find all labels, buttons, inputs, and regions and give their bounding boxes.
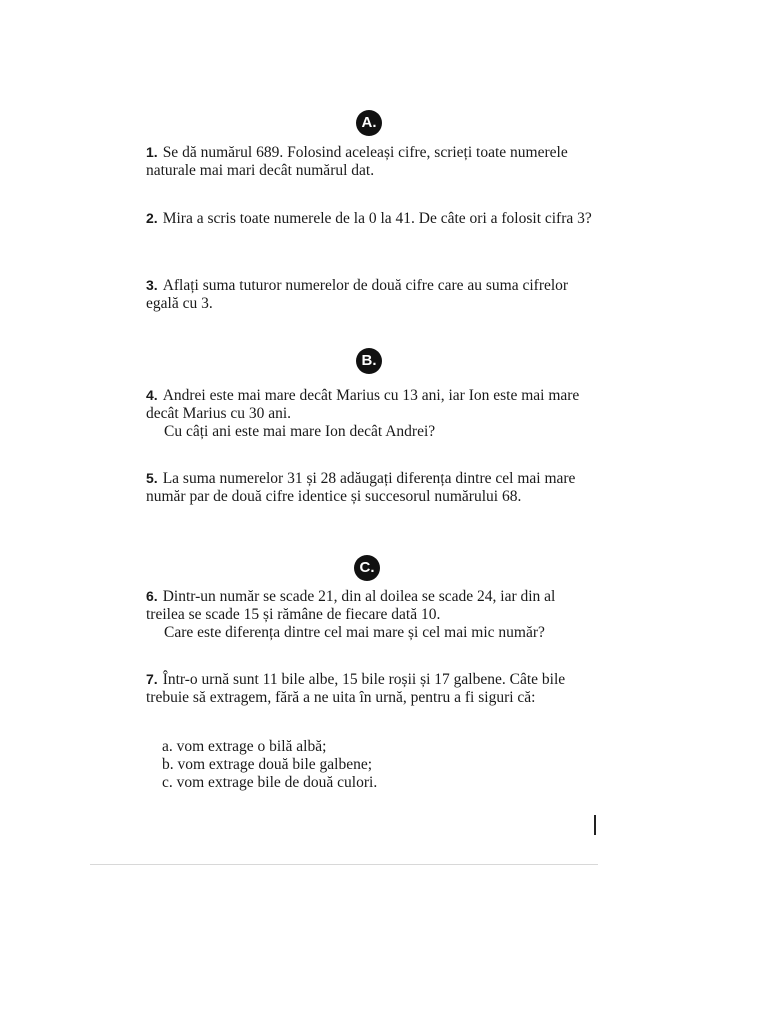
answer-options <box>162 738 582 792</box>
problem-7 <box>146 670 596 707</box>
problem-3 <box>146 276 596 313</box>
problem-1 <box>146 143 596 180</box>
problem-number: 1. <box>146 144 158 160</box>
section-badge-c: C. <box>354 555 380 581</box>
problem-2 <box>146 209 596 228</box>
option-b: b. vom extrage două bile galbene; <box>162 756 373 773</box>
problem-text: Aflați suma tuturor numerelor de două cifre care au suma cifrelor egală cu 3. <box>146 277 569 312</box>
problem-text: Mira a scris toate numerele de la 0 la 41. De câte ori a folosit cifra 3? <box>162 210 592 227</box>
page-bottom-divider <box>90 864 598 865</box>
problem-4 <box>146 386 596 441</box>
problem-text: Se dă numărul 689. Folosind aceleași cifre, scrieți toate numerele naturale mai mari decât numărul dat. <box>146 144 568 179</box>
problem-number: 7. <box>146 671 158 687</box>
problem-5 <box>146 469 596 506</box>
problem-text: La suma numerelor 31 și 28 adăugați diferența dintre cel mai mare număr par de două cifre identice și succesorul numărului 68. <box>146 470 576 505</box>
problem-6 <box>146 587 596 642</box>
option-c: c. vom extrage bile de două culori. <box>162 774 378 791</box>
problem-number: 5. <box>146 470 158 486</box>
problem-number: 2. <box>146 210 158 226</box>
problem-number: 3. <box>146 277 158 293</box>
problem-number: 4. <box>146 387 158 403</box>
option-a: a. vom extrage o bilă albă; <box>162 738 327 755</box>
section-badge-b: B. <box>356 348 382 374</box>
problem-text: Într-o urnă sunt 11 bile albe, 15 bile roșii și 17 galbene. Câte bile trebuie să extragem, fără a ne uita în urnă, pentru a fi siguri că: <box>146 671 566 706</box>
problem-question: Cu câți ani este mai mare Ion decât Andrei? <box>164 423 436 440</box>
problem-text: Andrei este mai mare decât Marius cu 13 ani, iar Ion este mai mare decât Marius cu 30 ani. <box>146 387 580 422</box>
problem-number: 6. <box>146 588 158 604</box>
problem-question: Care este diferența dintre cel mai mare și cel mai mic număr? <box>164 624 545 641</box>
problem-text: Dintr-un număr se scade 21, din al doilea se scade 24, iar din al treilea se scade 15 și rămâne de fiecare dată 10. <box>146 588 556 623</box>
margin-mark <box>594 815 596 835</box>
section-badge-a: A. <box>356 110 382 136</box>
